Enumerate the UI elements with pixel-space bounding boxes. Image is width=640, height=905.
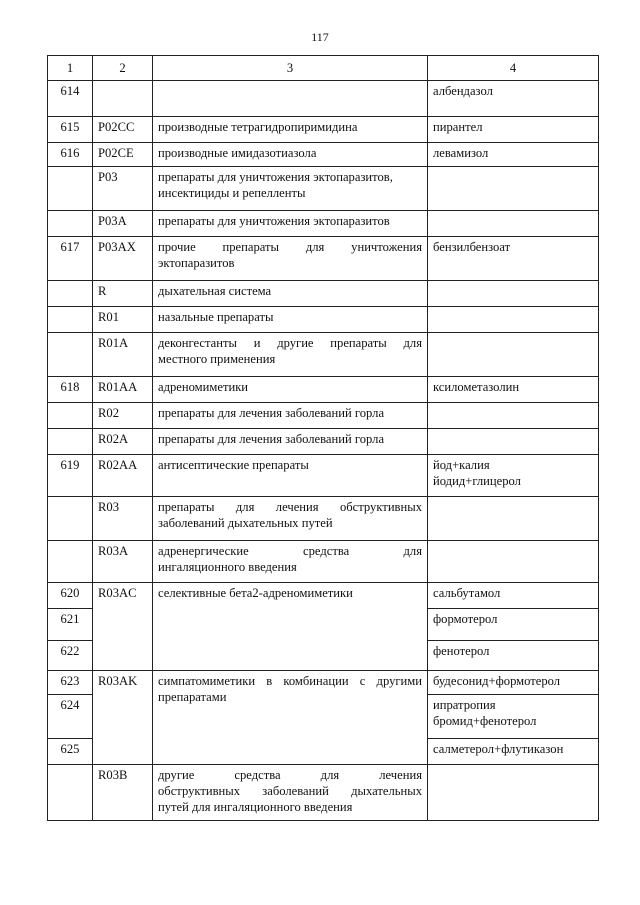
drug-name bbox=[428, 497, 599, 541]
pharm-group bbox=[153, 237, 428, 281]
row-number bbox=[48, 211, 93, 237]
drug-name: пирантел bbox=[428, 117, 599, 143]
header-col-4: 4 bbox=[428, 56, 599, 81]
drug-name bbox=[428, 211, 599, 237]
row-number bbox=[48, 281, 93, 307]
pharm-group: препараты для лечения заболеваний горла bbox=[153, 429, 428, 455]
table-header-row bbox=[48, 56, 599, 81]
atc-code: R03A bbox=[93, 541, 153, 583]
table-row bbox=[48, 237, 599, 281]
atc-code: R03 bbox=[93, 497, 153, 541]
drug-name bbox=[428, 541, 599, 583]
pharm-group-line: путей для ингаляционного введения bbox=[158, 800, 353, 814]
table-row bbox=[48, 333, 599, 377]
atc-code: R02 bbox=[93, 403, 153, 429]
atc-code: P03 bbox=[93, 167, 153, 211]
drug-name bbox=[428, 403, 599, 429]
drug-name bbox=[428, 333, 599, 377]
pharm-group bbox=[153, 81, 428, 117]
pharm-group bbox=[153, 497, 428, 541]
row-number: 619 bbox=[48, 455, 93, 497]
atc-code: R03B bbox=[93, 765, 153, 821]
pharm-group bbox=[153, 541, 428, 583]
pharm-group-line: адренергические средства для bbox=[158, 544, 422, 558]
atc-code bbox=[93, 81, 153, 117]
atc-code: R03AK bbox=[93, 671, 153, 765]
table-row bbox=[48, 377, 599, 403]
drug-name: формотерол bbox=[428, 609, 599, 641]
row-number bbox=[48, 333, 93, 377]
header-col-3: 3 bbox=[153, 56, 428, 81]
row-number: 616 bbox=[48, 143, 93, 167]
drug-name-line: бромид+фенотерол bbox=[433, 714, 537, 728]
row-number bbox=[48, 497, 93, 541]
row-number: 618 bbox=[48, 377, 93, 403]
drug-name: ксилометазолин bbox=[428, 377, 599, 403]
pharm-group: адреномиметики bbox=[153, 377, 428, 403]
row-number: 617 bbox=[48, 237, 93, 281]
pharm-group: симпатомиметики в комбинации с другими препаратами bbox=[153, 671, 428, 765]
table-row bbox=[48, 403, 599, 429]
table-row bbox=[48, 497, 599, 541]
drug-name: фенотерол bbox=[428, 641, 599, 671]
pharm-group: назальные препараты bbox=[153, 307, 428, 333]
pharm-group: препараты для лечения заболеваний горла bbox=[153, 403, 428, 429]
row-number: 620 bbox=[48, 583, 93, 609]
atc-code: P02CE bbox=[93, 143, 153, 167]
table-row bbox=[48, 671, 599, 695]
pharm-group-line: обструктивных заболеваний дыхательных bbox=[158, 784, 422, 798]
drug-name: салметерол+флутиказон bbox=[428, 739, 599, 765]
pharm-group-line: прочие препараты для уничтожения bbox=[158, 240, 422, 254]
atc-code: P03AX bbox=[93, 237, 153, 281]
row-number: 614 bbox=[48, 81, 93, 117]
row-number bbox=[48, 765, 93, 821]
table-row bbox=[48, 81, 599, 117]
atc-code: P02CC bbox=[93, 117, 153, 143]
atc-code: R02A bbox=[93, 429, 153, 455]
pharm-group-line: эктопаразитов bbox=[158, 256, 235, 270]
pharm-group-line: другие средства для лечения bbox=[158, 768, 422, 782]
table-row bbox=[48, 541, 599, 583]
table-row bbox=[48, 765, 599, 821]
drug-name bbox=[428, 429, 599, 455]
drug-name bbox=[428, 307, 599, 333]
table-row bbox=[48, 429, 599, 455]
drug-name-line: йодид+глицерол bbox=[433, 474, 521, 488]
pharm-group-line: препараты для лечения обструктивных bbox=[158, 500, 422, 514]
pharm-group-line: деконгестанты и другие препараты для bbox=[158, 336, 422, 350]
row-number bbox=[48, 167, 93, 211]
table-row bbox=[48, 307, 599, 333]
atc-code: R01 bbox=[93, 307, 153, 333]
drug-name bbox=[428, 765, 599, 821]
header-col-2: 2 bbox=[93, 56, 153, 81]
pharm-group-line: ингаляционного введения bbox=[158, 560, 297, 574]
pharm-group bbox=[153, 333, 428, 377]
page-number: 117 bbox=[311, 30, 329, 44]
pharm-group bbox=[153, 765, 428, 821]
row-number bbox=[48, 403, 93, 429]
row-number: 624 bbox=[48, 695, 93, 739]
header-col-1: 1 bbox=[48, 56, 93, 81]
row-number bbox=[48, 307, 93, 333]
row-number: 621 bbox=[48, 609, 93, 641]
atc-code: P03A bbox=[93, 211, 153, 237]
row-number: 623 bbox=[48, 671, 93, 695]
drug-name: будесонид+формотерол bbox=[428, 671, 599, 695]
pharm-group-line: заболеваний дыхательных путей bbox=[158, 516, 333, 530]
table-row bbox=[48, 117, 599, 143]
table-row bbox=[48, 167, 599, 211]
row-number bbox=[48, 541, 93, 583]
pharm-group: селективные бета2-адреномиметики bbox=[153, 583, 428, 671]
row-number bbox=[48, 429, 93, 455]
drug-name bbox=[428, 695, 599, 739]
row-number: 615 bbox=[48, 117, 93, 143]
drug-name: албендазол bbox=[428, 81, 599, 117]
row-number: 622 bbox=[48, 641, 93, 671]
atc-code: R02AA bbox=[93, 455, 153, 497]
drug-name bbox=[428, 455, 599, 497]
table-row bbox=[48, 143, 599, 167]
drug-name: сальбутамол bbox=[428, 583, 599, 609]
drug-name-line: йод+калия bbox=[433, 458, 490, 472]
table-row bbox=[48, 211, 599, 237]
atc-code: R01A bbox=[93, 333, 153, 377]
pharm-group: антисептические препараты bbox=[153, 455, 428, 497]
drug-name bbox=[428, 281, 599, 307]
pharm-group: препараты для уничтожения эктопаразитов bbox=[153, 211, 428, 237]
drug-name bbox=[428, 167, 599, 211]
atc-code: R01AA bbox=[93, 377, 153, 403]
drug-name: бензилбензоат bbox=[428, 237, 599, 281]
atc-code: R bbox=[93, 281, 153, 307]
pharm-group: дыхательная система bbox=[153, 281, 428, 307]
atc-code: R03AC bbox=[93, 583, 153, 671]
table-row bbox=[48, 281, 599, 307]
pharm-group: производные имидазотиазола bbox=[153, 143, 428, 167]
table-row bbox=[48, 455, 599, 497]
drug-name-line: ипратропия bbox=[433, 698, 496, 712]
table-row bbox=[48, 583, 599, 609]
medication-table bbox=[47, 55, 599, 821]
pharm-group: препараты для уничтожения эктопаразитов, инсектициды и репелленты bbox=[153, 167, 428, 211]
pharm-group-line: местного применения bbox=[158, 352, 276, 366]
row-number: 625 bbox=[48, 739, 93, 765]
pharm-group: производные тетрагидропиримидина bbox=[153, 117, 428, 143]
drug-name: левамизол bbox=[428, 143, 599, 167]
